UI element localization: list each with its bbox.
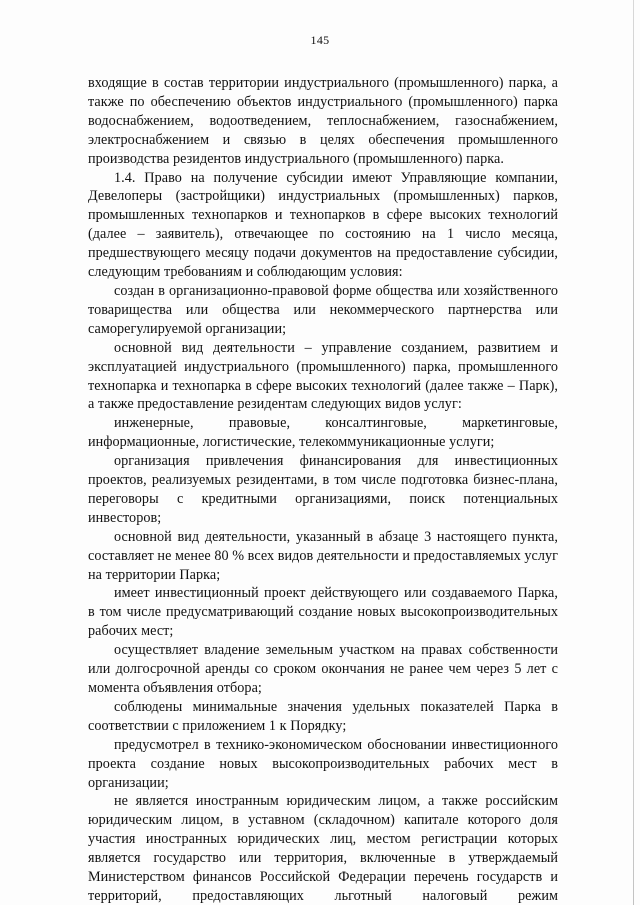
paragraph-requirement-investment-project: имеет инвестиционный проект действующего или создаваемого Парка, в том числе предусматривающий создание новых высокопроизводительных рабочих мест; [88,585,558,640]
paragraph-requirement-land: осуществляет владение земельным участком на правах собственности или долгосрочной аренды со сроком окончания не ранее чем через 5 лет с момента объявления отбора; [88,642,558,696]
paragraph-services-engineering: инженерные, правовые, консалтинговые, маркетинговые, информационные, логистические, телекоммуникационные услуги; [88,415,558,451]
paragraph-requirement-feasibility: предусмотрел в технико-экономическом обосновании инвестиционного проекта создание новых высокопроизводительных рабочих мест в организации; [88,736,558,791]
paragraph-requirement-not-foreign: не является иностранным юридическим лицом, а также российским юридическим лицом, в уставном (складочном) капитале которого доля участия иностранных юридических лиц, местом регистрации которых является государство или территория, включенные в утверждаемый Министерством финансов Российской Федерации перечень государств и территорий, предоставляющих льготный налоговый режим [88,793,558,904]
paragraph-services-financing: организация привлечения финансирования для инвестиционных проектов, реализуемых резидентами, в том числе подготовка бизнес-плана, переговоры с кредитными организациями, поиск потенциальных инвесторов; [88,453,558,526]
paragraph-requirement-main-activity: основной вид деятельности – управление созданием, развитием и эксплуатацией индустриального (промышленного) парка, промышленного технопарка и технопарка в сфере высоких технологий (далее также – Парк), а также предоставление резидентам следующих видов услуг: [88,339,558,413]
paragraph-continuation: входящие в состав территории индустриального (промышленного) парка, а также по обеспечению объектов индустриального (промышленного) парка водоснабжением, водоотведением, теплоснабжением, газоснабжением, электроснабжением и связью в целях обеспечения промышленного производства резидентов индустриального (промышленного) парка. [88,75,558,167]
page-edge-line [633,0,634,905]
paragraph-requirement-activity-share: основной вид деятельности, указанный в абзаце 3 настоящего пункта, составляет не менее 80 % всех видов деятельности и предоставляемых услуг на территории Парка; [88,528,558,583]
paragraph-requirement-legal-form: создан в организационно-правовой форме общества или хозяйственного товарищества или общества или некоммерческого партнерства или саморегулируемой организации; [88,282,558,337]
page-number: 145 [310,33,330,47]
document-body [88,74,558,906]
paragraph-clause-1-4: 1.4. Право на получение субсидии имеют Управляющие компании, Девелоперы (застройщики) индустриальных (промышленных) парков, промышленных технопарков и технопарков в сфере высоких технологий (далее – заявитель), отвечающее по состоянию на 1 число месяца, предшествующего месяцу подачи документов на предоставление субсидии, следующим требованиям и соблюдающим условия: [88,169,558,281]
paragraph-requirement-indicators: соблюдены минимальные значения удельных показателей Парка в соответствии с приложением 1 к Порядку; [88,698,558,734]
